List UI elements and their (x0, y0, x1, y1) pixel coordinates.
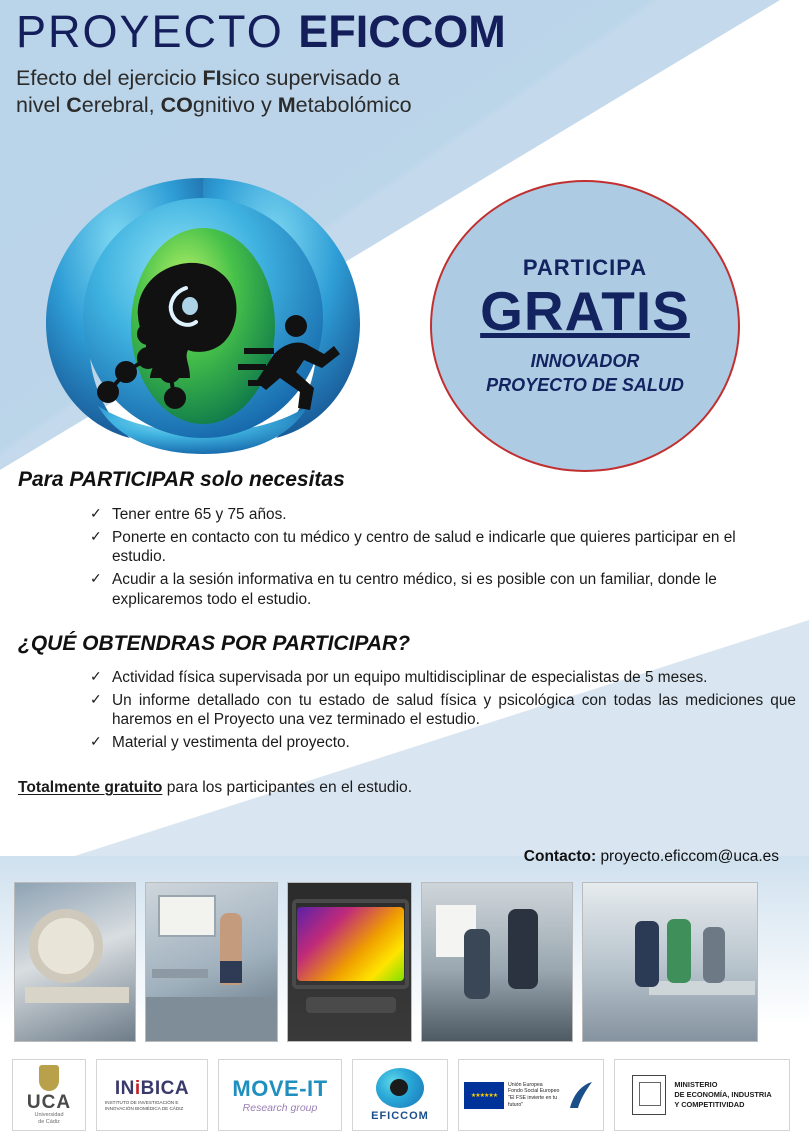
photo-mri-scan (14, 882, 136, 1042)
contact-line (524, 848, 779, 866)
page-subtitle (16, 65, 796, 119)
subtitle-seg-9: M (277, 93, 296, 118)
photo-thermal-camera (287, 882, 412, 1042)
badge-sub-line1: INNOVADOR (530, 350, 640, 371)
list-item: ✓ Un informe detallado con tu estado de salud física y psicológica con todas las mediciones que haremos en el Proyecto una vez terminado el estudio. (90, 691, 796, 730)
logo-eu-aei (458, 1059, 604, 1131)
gratuito-note (18, 779, 412, 797)
ministerio-text (674, 1080, 771, 1110)
camera-buttons-shape (306, 997, 396, 1013)
obtendras-list (90, 668, 796, 756)
moveit-name: MOVE-IT (232, 1076, 328, 1101)
gratuito-rest: para los participantes en el estudio. (162, 779, 413, 796)
subtitle-seg-6: erebral, (81, 93, 161, 118)
inibica-name (115, 1078, 189, 1100)
inibica-name-part2: i (134, 1077, 141, 1099)
photo-strip (14, 882, 800, 1042)
subtitle-seg-1: Efecto del ejercicio (16, 66, 203, 91)
gratis-badge (430, 180, 740, 472)
uca-name: UCA (26, 1091, 72, 1113)
person-shape (464, 929, 490, 999)
list-item: ✓ Actividad física supervisada por un equipo multidisciplinar de especialistas de 5 meses. (90, 668, 796, 688)
person-shape (635, 921, 659, 987)
logo-inibica (96, 1059, 208, 1131)
uca-sub-line1: Universidad (34, 1111, 64, 1118)
ministerio-line3: Y COMPETITIVIDAD (674, 1099, 745, 1109)
subtitle-seg-10: etabolómico (295, 93, 412, 118)
logo-uca (12, 1059, 86, 1131)
projection-screen-shape (158, 895, 216, 937)
badge-participa-label: PARTICIPA (522, 254, 648, 280)
person-shape (508, 909, 538, 989)
header (16, 8, 796, 119)
gratuito-bold: Totalmente gratuito (18, 779, 163, 796)
page-title-light: PROYECTO (16, 6, 299, 57)
eficcom-logo-graphic (38, 158, 368, 458)
spain-crest-icon (632, 1075, 666, 1115)
eu-stars-icon: ★★★★★★ (470, 1092, 498, 1099)
badge-gratis-label: GRATIS (480, 279, 690, 342)
uca-shield-icon (39, 1065, 59, 1091)
inibica-subtitle: INSTITUTO DE INVESTIGACIÓN E INNOVACIÓN BIOMÉDICA DE CÁDIZ (105, 1099, 184, 1111)
photo-strength-test (421, 882, 573, 1042)
moveit-subtitle: Research group (242, 1102, 318, 1114)
subtitle-seg-7: CO (160, 93, 193, 118)
logo-ministerio (614, 1059, 790, 1131)
ministerio-line2: DE ECONOMÍA, INDUSTRIA (674, 1090, 772, 1099)
logo-moveit (218, 1059, 342, 1131)
aei-logo-icon (564, 1078, 598, 1112)
inibica-name-part1: IN (114, 1077, 135, 1099)
person-shape (667, 919, 691, 983)
page-subtitle-line2 (16, 92, 796, 119)
photo-lab-session (582, 882, 758, 1042)
section-heading-obtendras: ¿QUÉ OBTENDRAS POR PARTICIPAR? (18, 632, 411, 655)
section-heading-participar: Para PARTICIPAR solo necesitas (18, 468, 345, 491)
list-item: ✓ Material y vestimenta del proyecto. (90, 733, 796, 753)
list-item: ✓ Ponerte en contacto con tu médico y centro de salud e indicarle que quieres participar en el estudio. (90, 528, 790, 567)
eu-text (508, 1082, 564, 1109)
participar-list (90, 505, 790, 613)
mri-bore-shape (29, 909, 103, 983)
eu-title: Unión Europea (508, 1081, 543, 1088)
eu-flag-icon (464, 1082, 504, 1109)
eu-sub: Fondo Social Europeo "El FSE invierte en tu futuro" (508, 1088, 560, 1108)
eficcom-sphere-icon (376, 1068, 424, 1108)
subtitle-seg-2: FI (202, 66, 222, 91)
table-shape (649, 981, 755, 995)
badge-sub-line2: PROYECTO DE SALUD (486, 374, 684, 395)
camera-bezel-shape (292, 899, 409, 989)
subtitle-seg-4: nivel (16, 93, 67, 118)
contact-label: Contacto: (523, 848, 597, 865)
person-shape (703, 927, 725, 983)
ministerio-line1: MINISTERIO (674, 1080, 718, 1090)
list-item: ✓ Acudir a la sesión informativa en tu centro médico, si es posible con un familiar, donde le explicaremos todo el estudio. (90, 570, 790, 609)
mri-bed-shape (25, 987, 129, 1003)
page-title (16, 8, 796, 55)
photo-body-composition (145, 882, 278, 1042)
eficcom-head-icon (390, 1079, 408, 1096)
logo-eficcom (352, 1059, 448, 1131)
subtitle-seg-5: C (66, 93, 82, 118)
person-shorts-shape (220, 961, 242, 983)
uca-sub-line2: de Cádiz (38, 1118, 60, 1125)
contact-email[interactable]: proyecto.eficcom@uca.es (600, 848, 779, 865)
photo-floor (146, 997, 277, 1041)
inibica-name-part3: BICA (140, 1077, 190, 1099)
page-title-bold: EFICCOM (298, 6, 506, 57)
desk-shape (152, 969, 208, 978)
subtitle-seg-8: gnitivo y (192, 93, 278, 118)
eficcom-name: EFICCOM (371, 1110, 429, 1122)
page-subtitle-line1 (16, 65, 796, 92)
list-item: ✓ Tener entre 65 y 75 años. (90, 505, 790, 525)
footer-logos (12, 1055, 802, 1135)
subtitle-seg-3: sico supervisado a (221, 66, 400, 91)
